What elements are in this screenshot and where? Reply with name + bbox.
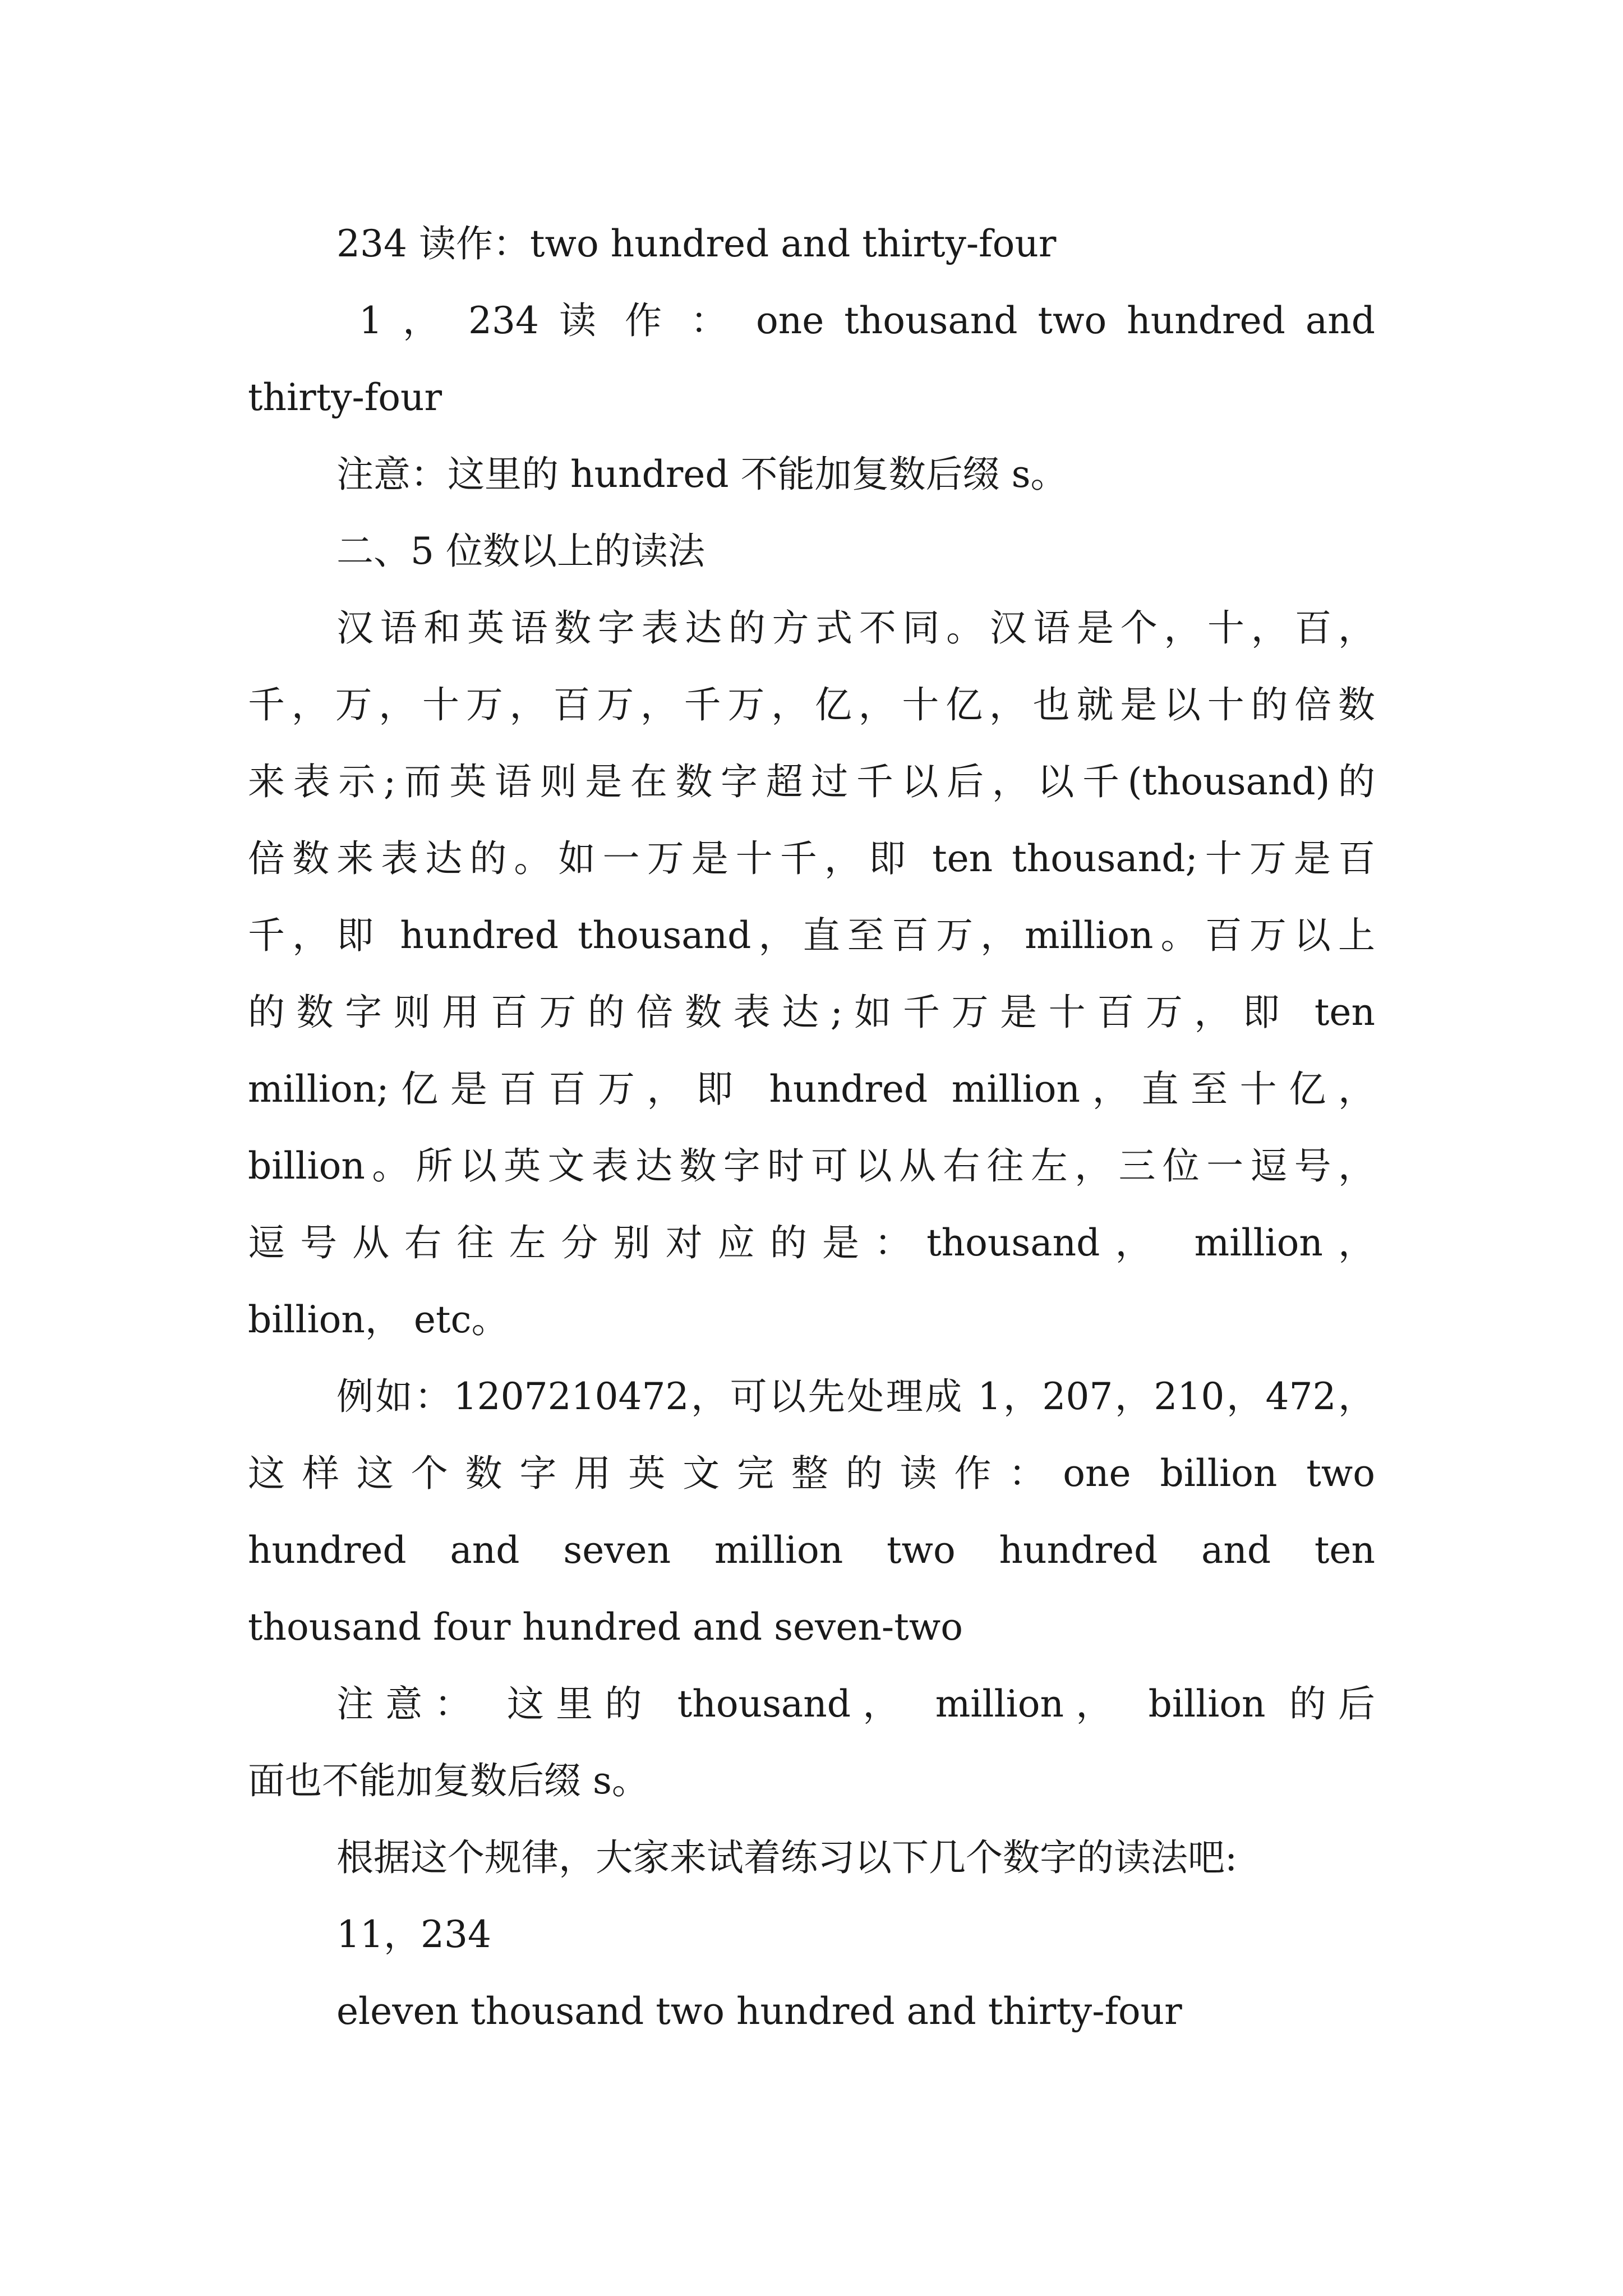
text-line: 汉语和英语数字表达的方式不同。汉语是个，十，百，	[336, 606, 1375, 650]
text-line: 千，即 hundred thousand，直至百万，million。百万以上	[248, 914, 1375, 957]
text-line: 面也不能加复数后缀 s。	[248, 1759, 649, 1802]
text-line: 来表示;而英语则是在数字超过千以后，以千(thousand)的	[248, 760, 1375, 803]
text-line: 这样这个数字用英文完整的读作：one billion two	[248, 1452, 1375, 1495]
text-line: 例如：1207210472，可以先处理成 1，207，210，472，	[336, 1375, 1375, 1418]
text-line: 逗号从右往左分别对应的是：thousand， million，	[248, 1221, 1375, 1264]
text-line: 11，234	[336, 1913, 491, 1956]
text-line: 注意：这里的 hundred 不能加复数后缀 s。	[336, 453, 1068, 496]
text-line: 234 读作：two hundred and thirty-four	[336, 222, 1057, 265]
text-line: 1 ， 234 读 作 ： one thousand two hundred and	[359, 299, 1375, 342]
text-line: 千，万，十万，百万，千万，亿，十亿，也就是以十的倍数	[248, 683, 1375, 726]
text-line: billion， etc。	[248, 1298, 509, 1341]
text-line: thousand four hundred and seven-two	[248, 1605, 963, 1649]
text-line: million;亿是百百万，即 hundred million，直至十亿，	[248, 1068, 1375, 1111]
text-line: thirty-four	[248, 376, 442, 419]
text-line: 注意： 这里的 thousand， million， billion 的后	[336, 1682, 1375, 1726]
text-line: 倍数来表达的。如一万是十千，即 ten thousand;十万是百	[248, 837, 1375, 880]
text-line: hundred and seven million two hundred and ten	[248, 1529, 1375, 1572]
text-line: 根据这个规律，大家来试着练习以下几个数字的读法吧:	[336, 1836, 1238, 1879]
text-line: billion。所以英文表达数字时可以从右往左，三位一逗号，	[248, 1144, 1375, 1188]
text-line: 的数字则用百万的倍数表达;如千万是十百万，即 ten	[248, 991, 1375, 1034]
text-line: eleven thousand two hundred and thirty-four	[336, 1990, 1182, 2033]
section-heading: 二、5 位数以上的读法	[336, 530, 705, 573]
